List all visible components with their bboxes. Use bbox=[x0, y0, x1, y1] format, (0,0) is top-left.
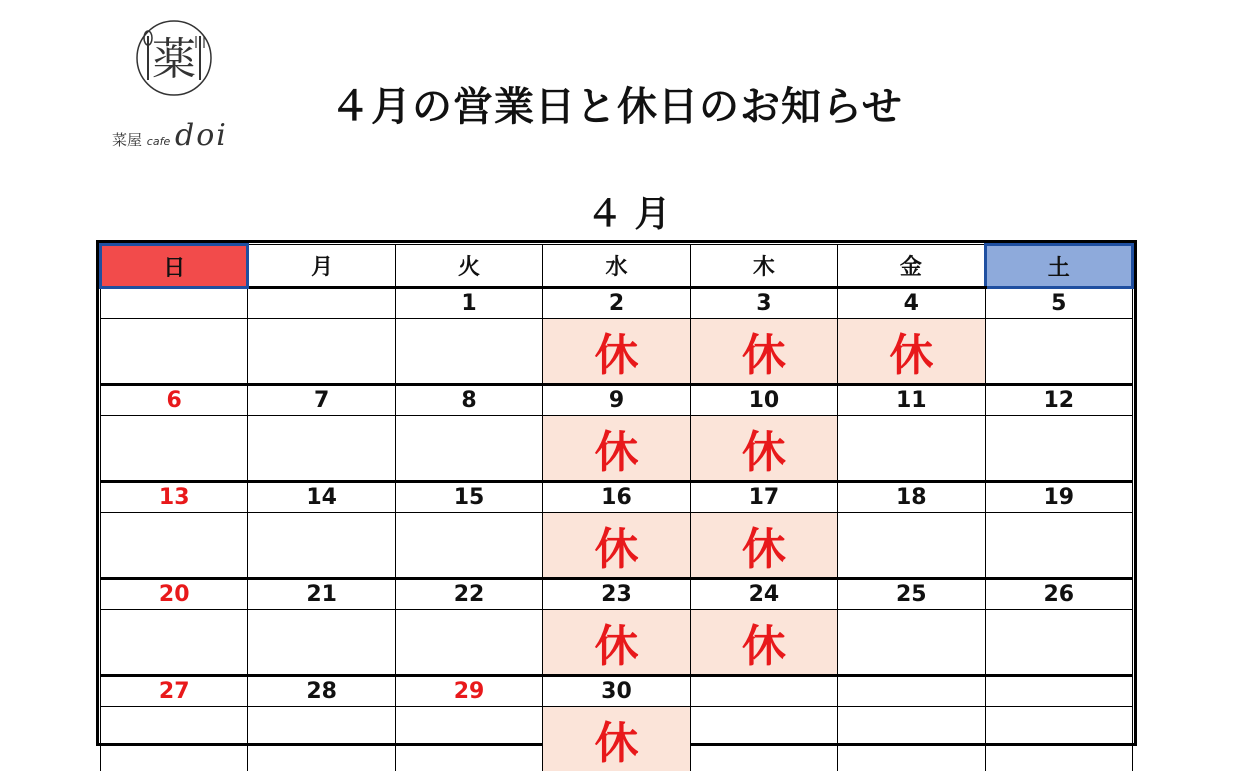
date-cell: 9 bbox=[543, 385, 690, 416]
date-cell: 28 bbox=[248, 676, 395, 707]
open-day-cell bbox=[395, 513, 542, 579]
date-cell: 17 bbox=[690, 482, 837, 513]
open-day-cell bbox=[985, 416, 1132, 482]
closed-day-cell: 休 bbox=[543, 610, 690, 676]
weekday-thu: 木 bbox=[690, 245, 837, 288]
open-day-cell bbox=[101, 707, 248, 772]
week-3-status-row bbox=[101, 513, 1133, 579]
open-day-cell bbox=[248, 319, 395, 385]
date-cell: 16 bbox=[543, 482, 690, 513]
date-cell: 30 bbox=[543, 676, 690, 707]
date-cell: 21 bbox=[248, 579, 395, 610]
date-cell: 19 bbox=[985, 482, 1132, 513]
open-day-cell bbox=[395, 707, 542, 772]
week-3-dates-row bbox=[101, 482, 1133, 513]
weekday-mon: 月 bbox=[248, 245, 395, 288]
month-heading bbox=[0, 186, 1241, 237]
date-cell: 1 bbox=[395, 288, 542, 319]
weekday-sat: 土 bbox=[985, 245, 1132, 288]
date-cell: 6 bbox=[101, 385, 248, 416]
date-cell: 18 bbox=[838, 482, 985, 513]
open-day-cell bbox=[395, 416, 542, 482]
week-2-dates-row bbox=[101, 385, 1133, 416]
date-cell: 22 bbox=[395, 579, 542, 610]
week-2-status-row bbox=[101, 416, 1133, 482]
date-cell: 3 bbox=[690, 288, 837, 319]
date-cell bbox=[101, 288, 248, 319]
open-day-cell bbox=[838, 707, 985, 772]
weekday-header-row bbox=[101, 245, 1133, 288]
week-4-status-row bbox=[101, 610, 1133, 676]
date-cell: 2 bbox=[543, 288, 690, 319]
open-day-cell bbox=[395, 610, 542, 676]
weekday-fri: 金 bbox=[838, 245, 985, 288]
open-day-cell bbox=[248, 416, 395, 482]
date-cell bbox=[690, 676, 837, 707]
open-day-cell bbox=[101, 319, 248, 385]
open-day-cell bbox=[248, 513, 395, 579]
open-day-cell bbox=[985, 319, 1132, 385]
date-cell: 10 bbox=[690, 385, 837, 416]
date-cell: 23 bbox=[543, 579, 690, 610]
open-day-cell bbox=[985, 707, 1132, 772]
month-number: ４ bbox=[586, 194, 623, 235]
closed-day-cell: 休 bbox=[690, 610, 837, 676]
date-cell bbox=[838, 676, 985, 707]
date-cell: 8 bbox=[395, 385, 542, 416]
week-5-status-row bbox=[101, 707, 1133, 772]
calendar-table bbox=[99, 243, 1134, 771]
date-cell: 29 bbox=[395, 676, 542, 707]
closed-day-cell: 休 bbox=[543, 319, 690, 385]
closed-day-cell: 休 bbox=[690, 319, 837, 385]
closed-day-cell: 休 bbox=[838, 319, 985, 385]
closed-day-cell: 休 bbox=[543, 707, 690, 772]
date-cell: 12 bbox=[985, 385, 1132, 416]
open-day-cell bbox=[248, 707, 395, 772]
logo-seal-char: 薬 bbox=[152, 34, 196, 85]
closed-day-cell: 休 bbox=[690, 513, 837, 579]
open-day-cell bbox=[101, 610, 248, 676]
open-day-cell bbox=[838, 513, 985, 579]
page-title: ４月の営業日と休日のお知らせ bbox=[330, 84, 903, 130]
open-day-cell bbox=[838, 610, 985, 676]
calendar bbox=[96, 240, 1137, 769]
date-cell: 15 bbox=[395, 482, 542, 513]
date-cell: 7 bbox=[248, 385, 395, 416]
logo-text bbox=[112, 118, 228, 153]
closed-day-cell: 休 bbox=[690, 416, 837, 482]
week-5-dates-row bbox=[101, 676, 1133, 707]
date-cell bbox=[248, 288, 395, 319]
shop-logo bbox=[108, 18, 248, 153]
date-cell: 14 bbox=[248, 482, 395, 513]
logo-cafe: cafe bbox=[146, 135, 171, 148]
open-day-cell bbox=[985, 513, 1132, 579]
weekday-sun: 日 bbox=[101, 245, 248, 288]
logo-seal-icon bbox=[134, 18, 214, 98]
open-day-cell bbox=[101, 513, 248, 579]
logo-script-name: doi bbox=[175, 118, 228, 153]
date-cell: 26 bbox=[985, 579, 1132, 610]
open-day-cell bbox=[101, 416, 248, 482]
closed-day-cell: 休 bbox=[543, 513, 690, 579]
date-cell: 4 bbox=[838, 288, 985, 319]
open-day-cell bbox=[395, 319, 542, 385]
closed-day-cell: 休 bbox=[543, 416, 690, 482]
week-4-dates-row bbox=[101, 579, 1133, 610]
date-cell: 27 bbox=[101, 676, 248, 707]
date-cell: 25 bbox=[838, 579, 985, 610]
open-day-cell bbox=[838, 416, 985, 482]
date-cell: 13 bbox=[101, 482, 248, 513]
date-cell: 20 bbox=[101, 579, 248, 610]
week-1-dates-row bbox=[101, 288, 1133, 319]
weekday-wed: 水 bbox=[543, 245, 690, 288]
week-1-status-row bbox=[101, 319, 1133, 385]
open-day-cell bbox=[248, 610, 395, 676]
date-cell: 11 bbox=[838, 385, 985, 416]
month-suffix: 月 bbox=[634, 194, 671, 235]
weekday-tue: 火 bbox=[395, 245, 542, 288]
open-day-cell bbox=[985, 610, 1132, 676]
date-cell bbox=[985, 676, 1132, 707]
open-day-cell bbox=[690, 707, 837, 772]
date-cell: 24 bbox=[690, 579, 837, 610]
date-cell: 5 bbox=[985, 288, 1132, 319]
logo-shop-name: 菜屋 bbox=[112, 131, 143, 149]
